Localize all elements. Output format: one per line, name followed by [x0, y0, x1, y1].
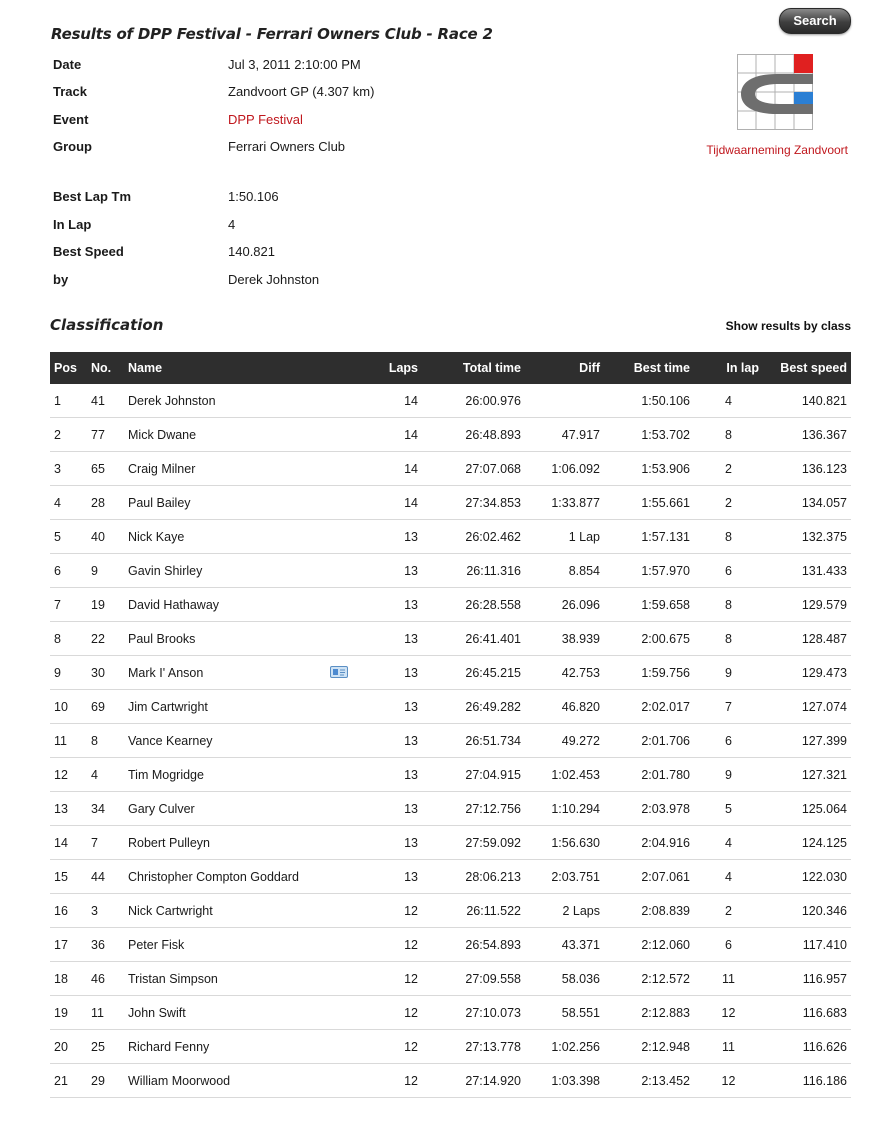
best-lap-label: Best Lap Tm: [53, 189, 132, 204]
cell-best-time: 2:01.706: [604, 724, 694, 758]
col-total-time[interactable]: Total time: [422, 352, 525, 384]
cell-total-time: 26:48.893: [422, 418, 525, 452]
cell-diff: 1:10.294: [525, 792, 604, 826]
cell-best-speed: 127.321: [763, 758, 851, 792]
cell-best-speed: 117.410: [763, 928, 851, 962]
cell-laps: 12: [354, 894, 422, 928]
cell-best-time: 2:04.916: [604, 826, 694, 860]
cell-no: 77: [87, 418, 124, 452]
cell-laps: 13: [354, 792, 422, 826]
cell-pos: 20: [50, 1030, 87, 1064]
cell-total-time: 27:10.073: [422, 996, 525, 1030]
logo-caption-link[interactable]: Tijdwaarneming Zandvoort: [706, 143, 848, 157]
driver-name: Paul Brooks: [128, 631, 196, 646]
video-icon[interactable]: [330, 665, 348, 680]
cell-best-time: 1:57.970: [604, 554, 694, 588]
cell-in-lap: 8: [694, 418, 763, 452]
cell-name: [124, 520, 354, 554]
cell-laps: 12: [354, 962, 422, 996]
cell-no: 19: [87, 588, 124, 622]
cell-no: 4: [87, 758, 124, 792]
cell-name: [124, 996, 354, 1030]
cell-total-time: 26:51.734: [422, 724, 525, 758]
cell-best-speed: 128.487: [763, 622, 851, 656]
cell-best-time: 2:03.978: [604, 792, 694, 826]
track-value: Zandvoort GP (4.307 km): [228, 84, 375, 99]
cell-total-time: 27:07.068: [422, 452, 525, 486]
cell-diff: 58.551: [525, 996, 604, 1030]
driver-name: Craig Milner: [128, 461, 196, 476]
cell-no: 46: [87, 962, 124, 996]
cell-in-lap: 4: [694, 384, 763, 418]
col-in-lap[interactable]: In lap: [694, 352, 763, 384]
col-name[interactable]: Name: [124, 352, 354, 384]
cell-no: 9: [87, 554, 124, 588]
cell-laps: 13: [354, 690, 422, 724]
cell-no: 65: [87, 452, 124, 486]
cell-no: 11: [87, 996, 124, 1030]
table-row[interactable]: [50, 724, 851, 758]
cell-in-lap: 11: [694, 962, 763, 996]
cell-best-time: 2:08.839: [604, 894, 694, 928]
table-row[interactable]: [50, 622, 851, 656]
table-row[interactable]: [50, 894, 851, 928]
cell-best-speed: 129.473: [763, 656, 851, 690]
driver-name: Nick Kaye: [128, 529, 185, 544]
track-label: Track: [53, 84, 87, 99]
driver-name: Peter Fisk: [128, 937, 185, 952]
page-title: Results of DPP Festival - Ferrari Owners Club - Race 2: [51, 25, 493, 43]
col-diff[interactable]: Diff: [525, 352, 604, 384]
cell-laps: 14: [354, 452, 422, 486]
cell-no: 40: [87, 520, 124, 554]
cell-best-speed: 136.123: [763, 452, 851, 486]
driver-name: Tristan Simpson: [128, 971, 218, 986]
cell-diff: 1 Lap: [525, 520, 604, 554]
cell-pos: 13: [50, 792, 87, 826]
cell-best-time: 2:12.572: [604, 962, 694, 996]
cell-diff: 38.939: [525, 622, 604, 656]
cell-best-time: 2:12.883: [604, 996, 694, 1030]
cell-diff: 8.854: [525, 554, 604, 588]
cell-best-speed: 125.064: [763, 792, 851, 826]
cell-best-time: 1:59.658: [604, 588, 694, 622]
cell-best-speed: 116.683: [763, 996, 851, 1030]
cell-total-time: 26:00.976: [422, 384, 525, 418]
in-lap-label: In Lap: [53, 217, 92, 232]
cell-best-speed: 136.367: [763, 418, 851, 452]
cell-laps: 12: [354, 928, 422, 962]
cell-best-time: 2:12.060: [604, 928, 694, 962]
cell-no: 3: [87, 894, 124, 928]
cell-total-time: 26:45.215: [422, 656, 525, 690]
cell-name: [124, 418, 354, 452]
cell-diff: 1:02.453: [525, 758, 604, 792]
cell-diff: 42.753: [525, 656, 604, 690]
cell-in-lap: 8: [694, 622, 763, 656]
table-row[interactable]: [50, 996, 851, 1030]
cell-diff: 1:56.630: [525, 826, 604, 860]
driver-name: Nick Cartwright: [128, 903, 213, 918]
cell-name: [124, 486, 354, 520]
driver-name: Jim Cartwright: [128, 699, 208, 714]
table-row[interactable]: [50, 1064, 851, 1098]
cell-laps: 13: [354, 520, 422, 554]
cell-pos: 2: [50, 418, 87, 452]
cell-pos: 21: [50, 1064, 87, 1098]
cell-pos: 4: [50, 486, 87, 520]
cell-laps: 13: [354, 622, 422, 656]
driver-name: Tim Mogridge: [128, 767, 204, 782]
cell-in-lap: 6: [694, 928, 763, 962]
driver-name: Richard Fenny: [128, 1039, 210, 1054]
cell-laps: 13: [354, 724, 422, 758]
cell-no: 44: [87, 860, 124, 894]
cell-no: 69: [87, 690, 124, 724]
cell-total-time: 26:02.462: [422, 520, 525, 554]
best-speed-value: 140.821: [228, 244, 275, 259]
cell-pos: 10: [50, 690, 87, 724]
cell-no: 7: [87, 826, 124, 860]
cell-in-lap: 8: [694, 520, 763, 554]
cell-in-lap: 11: [694, 1030, 763, 1064]
cell-in-lap: 4: [694, 826, 763, 860]
cell-in-lap: 2: [694, 894, 763, 928]
cell-best-speed: 140.821: [763, 384, 851, 418]
cell-name: [124, 1064, 354, 1098]
driver-name: Christopher Compton Goddard: [128, 869, 299, 884]
cell-pos: 11: [50, 724, 87, 758]
table-row[interactable]: [50, 792, 851, 826]
cell-best-time: 2:01.780: [604, 758, 694, 792]
driver-name: David Hathaway: [128, 597, 220, 612]
cell-pos: 19: [50, 996, 87, 1030]
driver-name: Gary Culver: [128, 801, 195, 816]
cell-total-time: 26:49.282: [422, 690, 525, 724]
table-row[interactable]: [50, 656, 851, 690]
cell-laps: 12: [354, 1030, 422, 1064]
cell-no: 36: [87, 928, 124, 962]
cell-best-speed: 131.433: [763, 554, 851, 588]
driver-name: Derek Johnston: [128, 393, 216, 408]
cell-total-time: 26:41.401: [422, 622, 525, 656]
cell-laps: 13: [354, 588, 422, 622]
group-value: Ferrari Owners Club: [228, 139, 346, 154]
by-value: Derek Johnston: [228, 272, 320, 287]
cell-laps: 14: [354, 486, 422, 520]
cell-total-time: 26:11.316: [422, 554, 525, 588]
event-link[interactable]: DPP Festival: [228, 112, 303, 127]
cell-name: [124, 554, 354, 588]
cell-laps: 14: [354, 418, 422, 452]
cell-in-lap: 12: [694, 1064, 763, 1098]
cell-name: [124, 622, 354, 656]
cell-name: [124, 690, 354, 724]
cell-diff: 1:33.877: [525, 486, 604, 520]
cell-total-time: 27:09.558: [422, 962, 525, 996]
cell-best-speed: 134.057: [763, 486, 851, 520]
cell-in-lap: 9: [694, 758, 763, 792]
col-pos[interactable]: Pos: [50, 352, 87, 384]
cell-best-time: 1:53.906: [604, 452, 694, 486]
cell-name: [124, 894, 354, 928]
cell-in-lap: 9: [694, 656, 763, 690]
cell-pos: 14: [50, 826, 87, 860]
cell-name: [124, 656, 354, 690]
cell-in-lap: 5: [694, 792, 763, 826]
cell-best-time: 1:50.106: [604, 384, 694, 418]
best-lap-value: 1:50.106: [228, 189, 279, 204]
cell-best-speed: 116.957: [763, 962, 851, 996]
cell-best-time: 2:12.948: [604, 1030, 694, 1064]
cell-laps: 13: [354, 758, 422, 792]
cell-diff: 1:03.398: [525, 1064, 604, 1098]
cell-diff: 47.917: [525, 418, 604, 452]
cell-in-lap: 8: [694, 588, 763, 622]
col-laps[interactable]: Laps: [354, 352, 422, 384]
cell-diff: 58.036: [525, 962, 604, 996]
cell-pos: 7: [50, 588, 87, 622]
driver-name: Mark I' Anson: [128, 665, 204, 680]
table-row[interactable]: [50, 384, 851, 418]
table-row[interactable]: [50, 690, 851, 724]
cell-name: [124, 724, 354, 758]
cell-no: 25: [87, 1030, 124, 1064]
table-header-row: [50, 352, 851, 384]
col-best-time[interactable]: Best time: [604, 352, 694, 384]
cell-laps: 13: [354, 656, 422, 690]
by-label: by: [53, 272, 69, 287]
cell-diff: 2:03.751: [525, 860, 604, 894]
cell-laps: 13: [354, 826, 422, 860]
cell-laps: 14: [354, 384, 422, 418]
cell-pos: 12: [50, 758, 87, 792]
cell-no: 22: [87, 622, 124, 656]
cell-no: 28: [87, 486, 124, 520]
driver-name: Mick Dwane: [128, 427, 197, 442]
cell-name: [124, 452, 354, 486]
cell-total-time: 27:14.920: [422, 1064, 525, 1098]
cell-best-time: 1:59.756: [604, 656, 694, 690]
cell-in-lap: 12: [694, 996, 763, 1030]
cell-name: [124, 928, 354, 962]
cell-in-lap: 2: [694, 452, 763, 486]
cell-pos: 17: [50, 928, 87, 962]
tijdwaarneming-logo[interactable]: [737, 54, 813, 130]
cell-no: 34: [87, 792, 124, 826]
table-row[interactable]: [50, 928, 851, 962]
cell-pos: 8: [50, 622, 87, 656]
cell-best-time: 2:13.452: [604, 1064, 694, 1098]
col-best-speed[interactable]: Best speed: [763, 352, 851, 384]
cell-in-lap: 6: [694, 554, 763, 588]
cell-total-time: 27:13.778: [422, 1030, 525, 1064]
cell-diff: [525, 384, 604, 418]
date-label: Date: [53, 57, 82, 72]
classification-title: Classification: [50, 316, 164, 334]
cell-name: [124, 860, 354, 894]
driver-name: John Swift: [128, 1005, 186, 1020]
cell-pos: 3: [50, 452, 87, 486]
cell-no: 8: [87, 724, 124, 758]
cell-laps: 13: [354, 860, 422, 894]
cell-pos: 6: [50, 554, 87, 588]
cell-diff: 2 Laps: [525, 894, 604, 928]
cell-best-time: 2:02.017: [604, 690, 694, 724]
driver-name: William Moorwood: [128, 1073, 231, 1088]
table-row[interactable]: [50, 554, 851, 588]
cell-total-time: 27:34.853: [422, 486, 525, 520]
table-row[interactable]: [50, 758, 851, 792]
cell-pos: 15: [50, 860, 87, 894]
cell-name: [124, 588, 354, 622]
table-row[interactable]: [50, 418, 851, 452]
in-lap-value: 4: [228, 217, 236, 232]
cell-best-time: 1:55.661: [604, 486, 694, 520]
cell-best-time: 1:53.702: [604, 418, 694, 452]
cell-total-time: 27:04.915: [422, 758, 525, 792]
group-label: Group: [53, 139, 92, 154]
cell-best-speed: 127.074: [763, 690, 851, 724]
cell-total-time: 28:06.213: [422, 860, 525, 894]
best-speed-label: Best Speed: [53, 244, 124, 259]
cell-best-speed: 129.579: [763, 588, 851, 622]
cell-pos: 9: [50, 656, 87, 690]
table-row[interactable]: [50, 962, 851, 996]
classification-table: [50, 352, 851, 1098]
table-row[interactable]: [50, 486, 851, 520]
cell-diff: 1:02.256: [525, 1030, 604, 1064]
cell-best-speed: 122.030: [763, 860, 851, 894]
table-row[interactable]: [50, 588, 851, 622]
cell-laps: 12: [354, 1064, 422, 1098]
cell-best-time: 2:00.675: [604, 622, 694, 656]
table-row[interactable]: [50, 520, 851, 554]
cell-best-speed: 124.125: [763, 826, 851, 860]
date-value: Jul 3, 2011 2:10:00 PM: [228, 57, 361, 72]
cell-name: [124, 1030, 354, 1064]
cell-total-time: 26:54.893: [422, 928, 525, 962]
cell-name: [124, 792, 354, 826]
cell-laps: 12: [354, 996, 422, 1030]
cell-name: [124, 962, 354, 996]
cell-pos: 16: [50, 894, 87, 928]
cell-name: [124, 384, 354, 418]
cell-name: [124, 758, 354, 792]
cell-diff: 46.820: [525, 690, 604, 724]
cell-pos: 18: [50, 962, 87, 996]
driver-name: Vance Kearney: [128, 733, 213, 748]
cell-diff: 1:06.092: [525, 452, 604, 486]
driver-name: Paul Bailey: [128, 495, 191, 510]
cell-total-time: 26:28.558: [422, 588, 525, 622]
cell-pos: 5: [50, 520, 87, 554]
cell-diff: 43.371: [525, 928, 604, 962]
cell-best-speed: 127.399: [763, 724, 851, 758]
cell-best-speed: 116.626: [763, 1030, 851, 1064]
cell-best-time: 1:57.131: [604, 520, 694, 554]
cell-no: 30: [87, 656, 124, 690]
driver-name: Robert Pulleyn: [128, 835, 210, 850]
table-row[interactable]: [50, 452, 851, 486]
table-row[interactable]: [50, 1030, 851, 1064]
cell-laps: 13: [354, 554, 422, 588]
event-label: Event: [53, 112, 89, 127]
cell-pos: 1: [50, 384, 87, 418]
cell-best-speed: 132.375: [763, 520, 851, 554]
cell-diff: 49.272: [525, 724, 604, 758]
cell-in-lap: 6: [694, 724, 763, 758]
table-row[interactable]: [50, 826, 851, 860]
driver-name: Gavin Shirley: [128, 563, 203, 578]
show-results-by-class-link[interactable]: Show results by class: [725, 319, 851, 333]
col-no[interactable]: No.: [87, 352, 124, 384]
cell-best-speed: 120.346: [763, 894, 851, 928]
cell-total-time: 27:12.756: [422, 792, 525, 826]
cell-total-time: 27:59.092: [422, 826, 525, 860]
cell-best-time: 2:07.061: [604, 860, 694, 894]
cell-in-lap: 4: [694, 860, 763, 894]
cell-total-time: 26:11.522: [422, 894, 525, 928]
search-button[interactable]: Search: [779, 8, 851, 34]
cell-name: [124, 826, 354, 860]
cell-no: 41: [87, 384, 124, 418]
cell-no: 29: [87, 1064, 124, 1098]
table-row[interactable]: [50, 860, 851, 894]
cell-in-lap: 2: [694, 486, 763, 520]
cell-best-speed: 116.186: [763, 1064, 851, 1098]
cell-diff: 26.096: [525, 588, 604, 622]
cell-in-lap: 7: [694, 690, 763, 724]
